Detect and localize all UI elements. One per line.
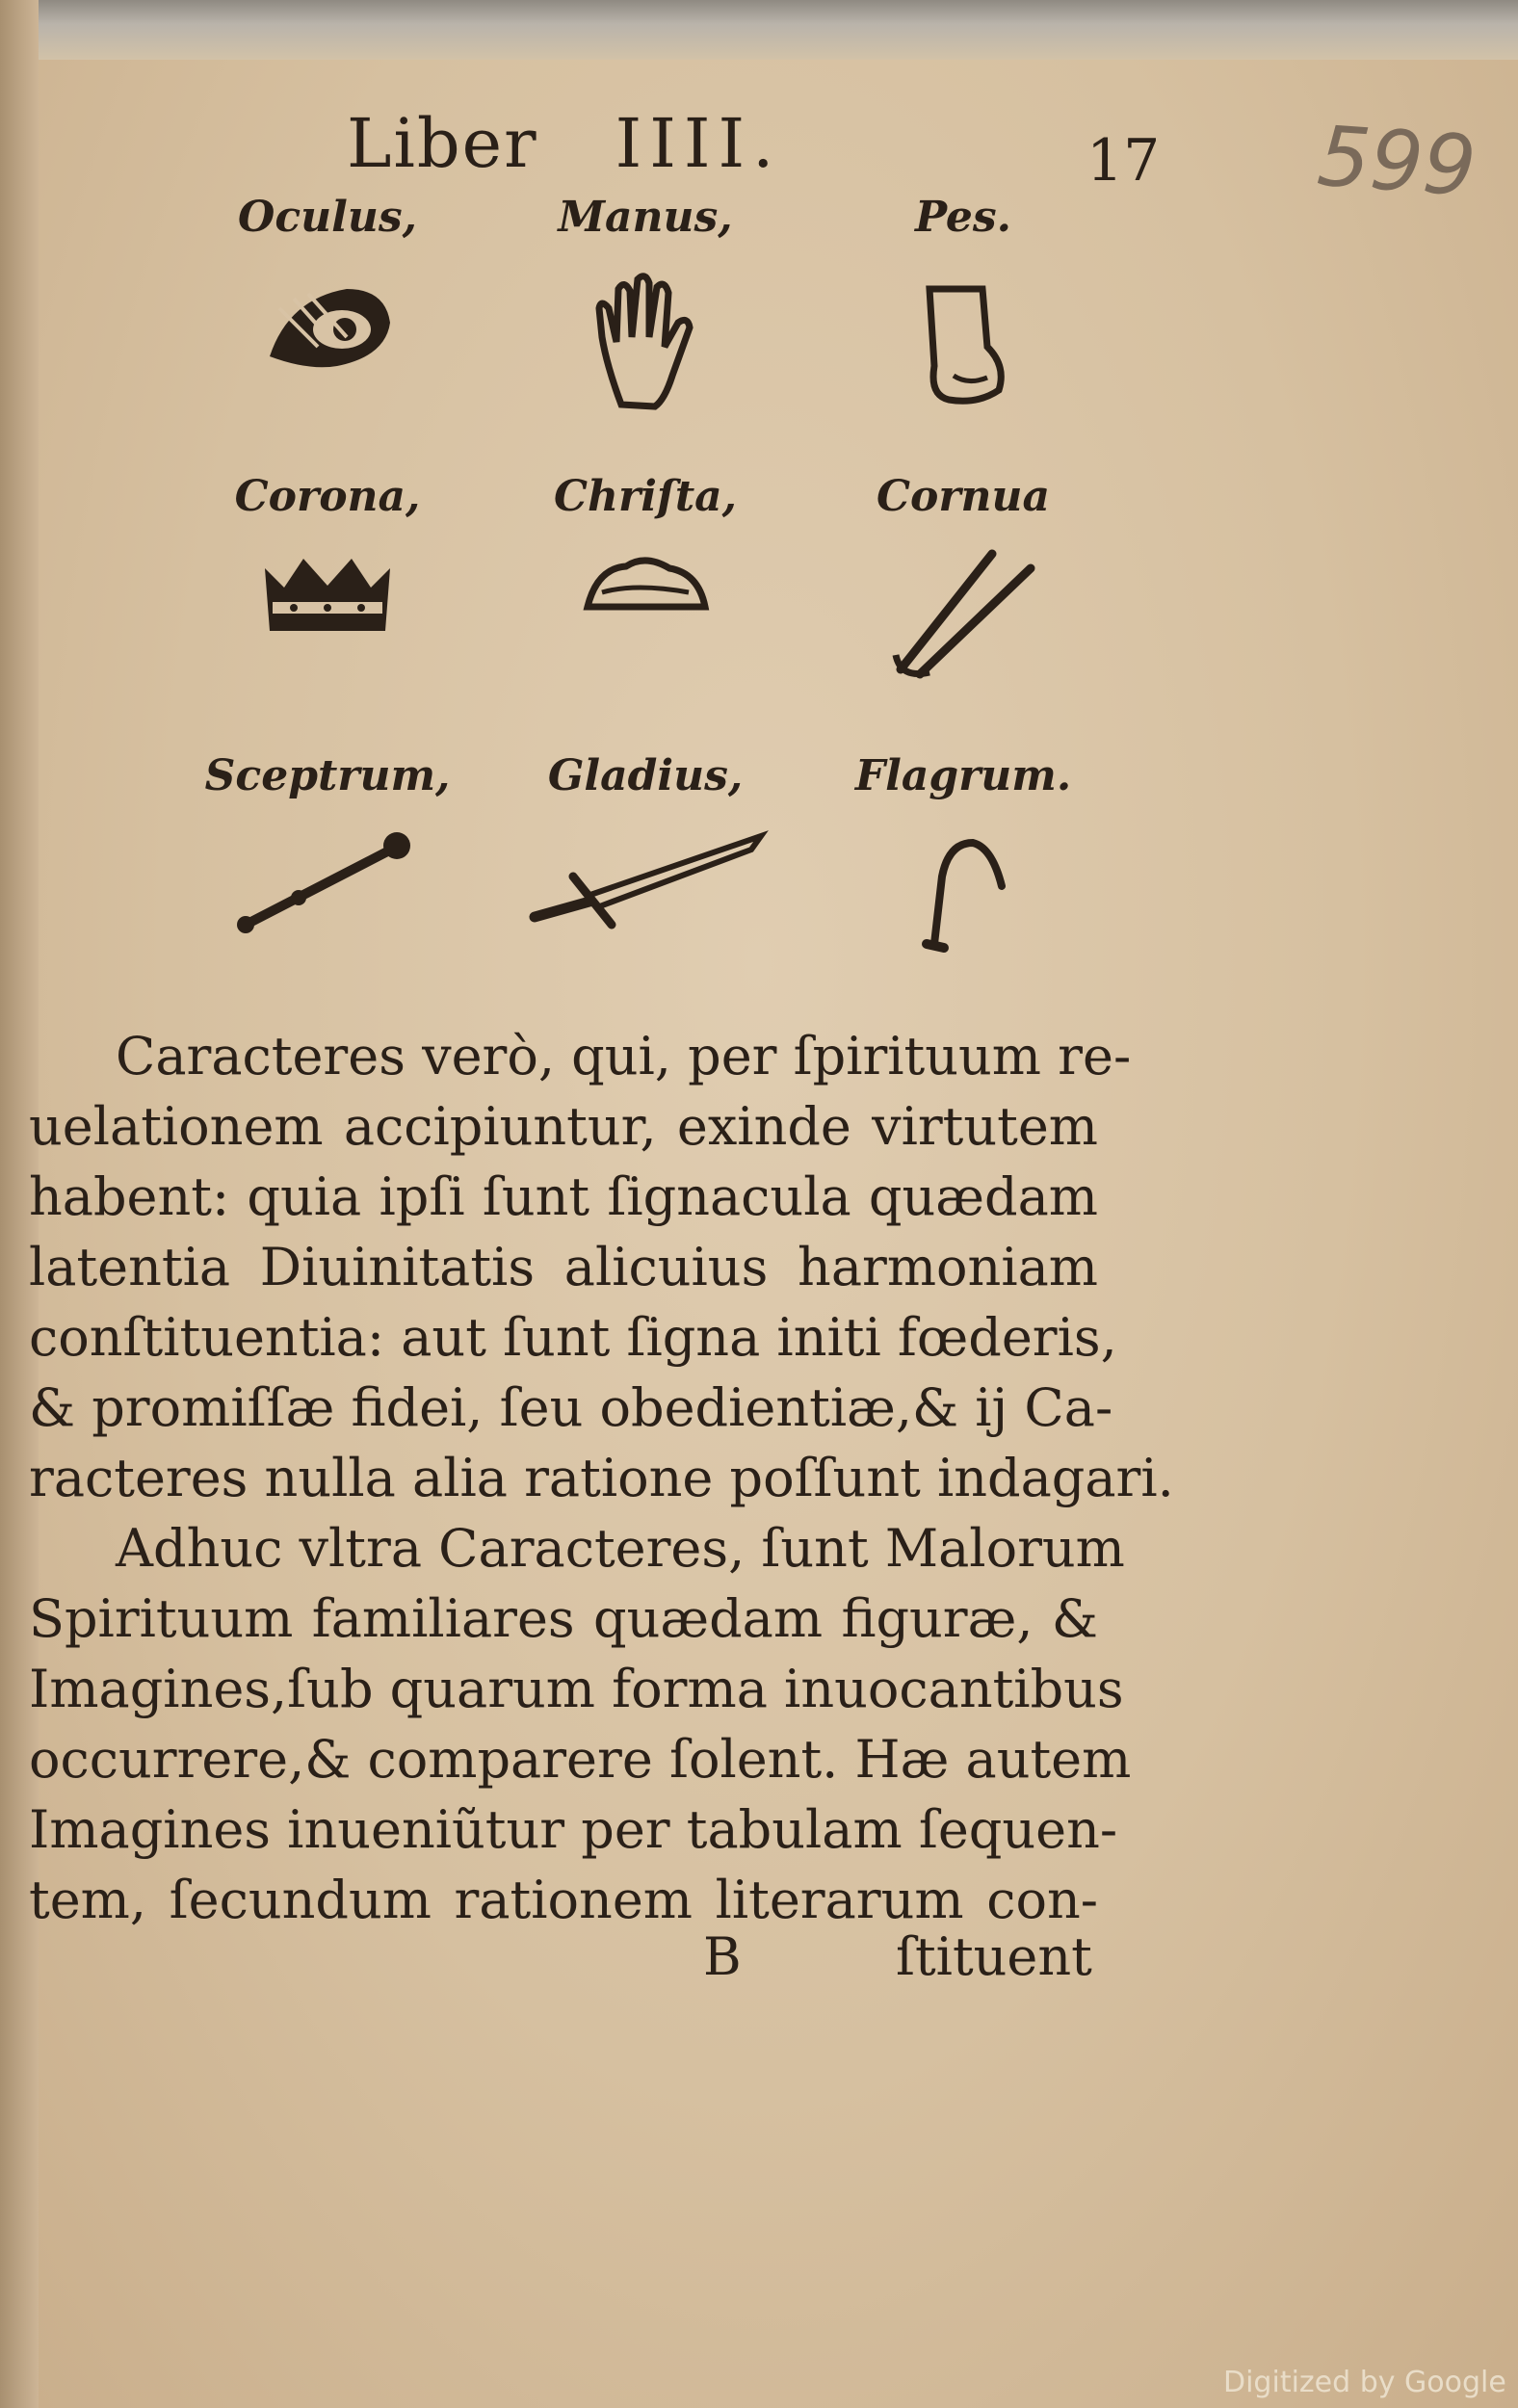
figure-label: Gladius,: [547, 751, 744, 800]
figure-gladius: [472, 751, 819, 1002]
figure-label: Manus,: [558, 193, 733, 242]
header-liber: Liber: [347, 104, 538, 183]
figure-oculus: [193, 193, 462, 443]
text-line: & promiſſæ fidei, ſeu obedientiæ,& ij Ca-: [29, 1377, 1113, 1438]
figure-flagrum: [828, 751, 1098, 1002]
text-line: Caracteres verò, qui, per ſpirituum re-: [116, 1026, 1132, 1086]
figure-corona: [193, 472, 462, 722]
text-line: habent: quia ipſi ſunt ſignacula quædam: [29, 1166, 1098, 1227]
hand-icon: [588, 270, 703, 414]
body-text: [29, 1021, 1174, 1935]
text-line: occurrere,& comparere ſolent. Hæ autem: [29, 1729, 1132, 1790]
figure-label: Corona,: [234, 472, 421, 521]
whip-icon: [905, 828, 1021, 954]
figure-sceptrum: [193, 751, 462, 1002]
eye-icon: [250, 270, 405, 395]
running-header: [347, 104, 781, 183]
figure-label: Flagrum.: [854, 751, 1072, 800]
page-top-edge: [0, 0, 1518, 60]
figure-label: Cornua: [876, 472, 1051, 521]
text-line: Spirituum familiares quædam figuræ, &: [29, 1588, 1098, 1649]
handwritten-note: 599: [1314, 108, 1479, 216]
catchword: ſtituent: [896, 1926, 1092, 1987]
text-line: latentia Diuinitatis alicuius harmoniam: [29, 1237, 1098, 1297]
digitization-watermark: Digitized by Google: [1223, 2366, 1506, 2399]
figure-label: Pes.: [915, 193, 1011, 242]
text-line: racteres nulla alia ratione poſſunt indagari.: [29, 1448, 1174, 1508]
header-book: IIII.: [615, 104, 782, 183]
text-line: conſtituentia: aut ſunt ſigna initi fœderis,: [29, 1307, 1117, 1368]
signature-mark: B: [703, 1926, 742, 1987]
figure-christa: [510, 472, 780, 722]
crown-icon: [255, 549, 400, 645]
page-number: 17: [1086, 127, 1161, 195]
text-line: uelationem accipiuntur, exinde virtutem: [29, 1096, 1098, 1157]
text-line: Imagines inueniũtur per tabulam ſequen-: [29, 1799, 1118, 1860]
foot-icon: [910, 270, 1016, 414]
sword-icon: [520, 828, 771, 934]
figure-cornua: [828, 472, 1098, 722]
crest-icon: [578, 549, 713, 626]
text-line: Adhuc vltra Caracteres, ſunt Malorum: [116, 1518, 1125, 1579]
figure-pes: [828, 193, 1098, 443]
text-line: Imagines,ſub quarum forma inuocantibus: [29, 1659, 1124, 1719]
figure-label: Oculus,: [238, 193, 417, 242]
text-line: tem, ſecundum rationem literarum con-: [29, 1870, 1098, 1930]
scepter-icon: [231, 828, 424, 934]
figure-label: Sceptrum,: [204, 751, 451, 800]
figure-grid: [193, 193, 1098, 1011]
figure-manus: [510, 193, 780, 443]
figure-label: Chriſta,: [554, 472, 737, 521]
horns-icon: [886, 549, 1040, 684]
